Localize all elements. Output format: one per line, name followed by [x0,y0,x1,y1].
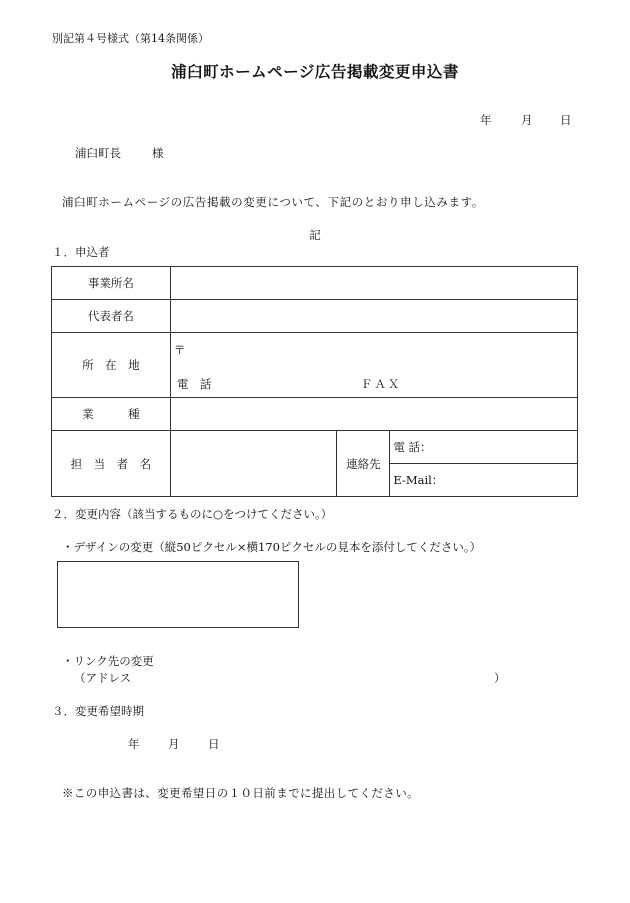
desired-year-label: 年 [128,737,140,751]
ki-label: 記 [309,228,321,242]
desired-month-label: 月 [168,737,180,751]
address-close-paren: ） [494,671,506,685]
person-label: 担 当 者 名 [52,431,171,497]
phone-label: 電 話 [176,377,212,391]
date-month-label: 月 [521,113,533,127]
contact-phone-label: 電 話： [393,440,432,454]
contact-label: 連絡先 [337,431,390,497]
section2-heading: ２．変更内容（該当するものに○をつけてください。） [52,507,333,521]
design-sample-box[interactable] [57,561,299,628]
address-open-paren: （アドレス [74,671,132,685]
date-day-label: 日 [560,113,572,127]
representative-field[interactable] [170,300,577,333]
contact-email-label: E-Mail： [393,473,444,487]
contact-phone-field[interactable] [390,431,578,464]
address-field[interactable] [170,333,577,398]
contact-email-field[interactable] [390,464,578,497]
link-change-item: ・リンク先の変更 [62,654,154,668]
date-year-label: 年 [480,113,492,127]
form-number: 別記第４号様式（第14条関係） [52,32,209,45]
recipient-name: 浦臼町長 [75,146,121,160]
fax-label: ＦＡＸ [360,377,402,391]
office-name-label: 事業所名 [52,267,171,300]
intro-text: 浦臼町ホームページの広告掲載の変更について、下記のとおり申し込みます。 [62,195,484,209]
section1-heading: １．申込者 [52,245,110,259]
office-name-field[interactable] [170,267,577,300]
recipient-suffix: 様 [152,146,164,160]
submission-note: ※この申込書は、変更希望日の１０日前までに提出してください。 [62,786,419,800]
section3-heading: ３．変更希望時期 [52,704,144,718]
page-title: 浦臼町ホームページ広告掲載変更申込書 [171,62,459,81]
person-field[interactable] [170,431,337,497]
applicant-table [51,266,578,497]
address-label: 所 在 地 [52,333,171,398]
industry-label: 業 種 [52,398,171,431]
desired-day-label: 日 [208,737,220,751]
postal-mark: 〒 [173,343,186,357]
representative-label: 代表者名 [52,300,171,333]
industry-field[interactable] [170,398,577,431]
design-change-item: ・デザインの変更（縦50ピクセル×横170ピクセルの見本を添付してください。） [62,540,482,554]
